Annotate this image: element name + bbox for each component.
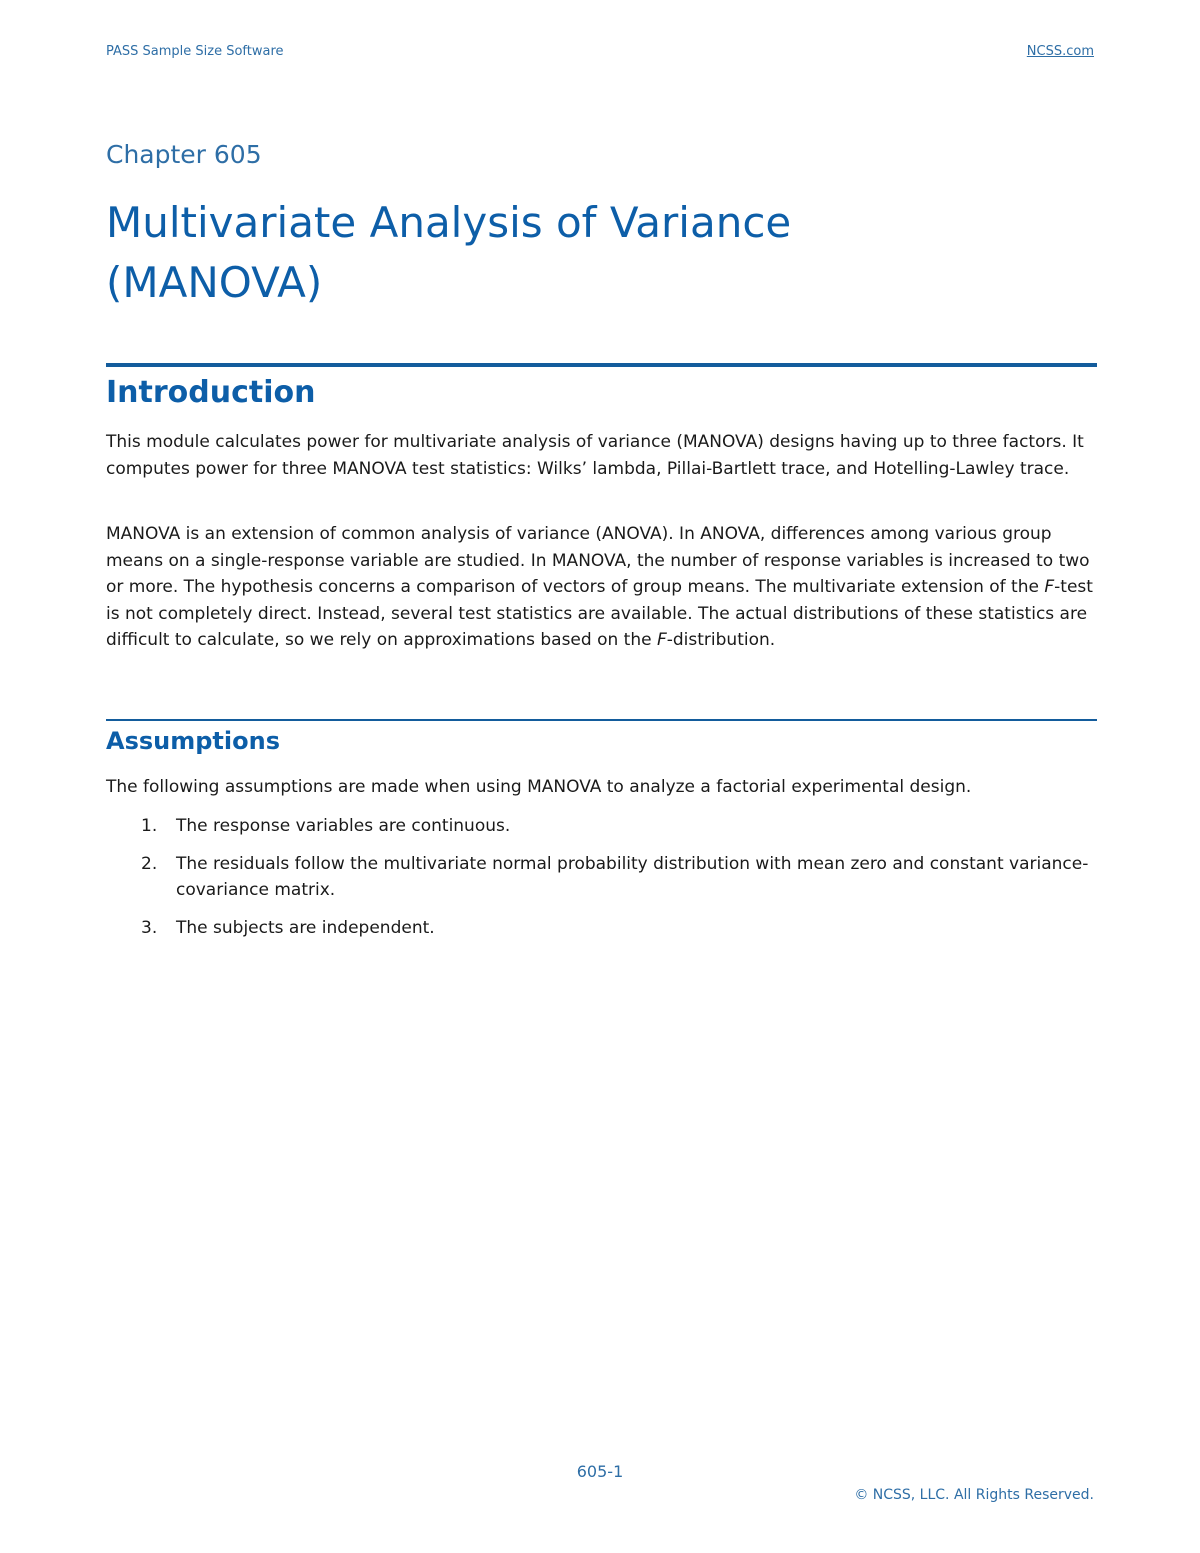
title-line-2: (MANOVA) (106, 258, 323, 307)
list-item-number: 3. (141, 917, 158, 938)
paragraph-2-text-b: -test is not completely direct. Instead, several test statistics are available. The actual distributions of these statistics are difficult to calculate, so we rely on approximations based on the (106, 577, 1093, 650)
assumptions-list (106, 813, 1098, 952)
paragraph-2-text-c: -distribution. (666, 630, 776, 650)
chapter-label: Chapter 605 (106, 140, 262, 169)
page-header (106, 44, 1094, 64)
list-item-number: 2. (141, 853, 158, 874)
page-number: 605-1 (576, 1462, 624, 1481)
document-title (106, 193, 1096, 313)
list-item-text: The residuals follow the multivariate normal probability distribution with mean zero and constant variance-covariance matrix. (176, 853, 1089, 900)
f-symbol: F (656, 630, 667, 650)
title-line-1: Multivariate Analysis of Variance (106, 198, 792, 247)
introduction-paragraph-2 (106, 521, 1098, 654)
paragraph-2-text-a: MANOVA is an extension of common analysis of variance (ANOVA). In ANOVA, differences among various group means on a single-response variable are studied. In MANOVA, the number of response variables is increased to two or more. The hypothesis concerns a comparison of vectors of group means. The multivariate extension of the (106, 524, 1090, 597)
list-item (106, 813, 1098, 840)
assumptions-heading: Assumptions (106, 727, 280, 755)
software-name: PASS Sample Size Software (106, 44, 284, 59)
assumptions-intro: The following assumptions are made when using MANOVA to analyze a factorial experimental design. (106, 777, 972, 797)
list-item (106, 851, 1098, 904)
section-divider-assumptions (106, 719, 1097, 721)
introduction-paragraph-1: This module calculates power for multivariate analysis of variance (MANOVA) designs having up to three factors. It computes power for three MANOVA test statistics: Wilks’ lambda, Pillai-Bartlett trace, and Hotelling-Lawley trace. (106, 432, 1084, 479)
f-symbol: F (1044, 577, 1055, 597)
list-item-number: 1. (141, 816, 158, 836)
section-divider-introduction (106, 363, 1097, 367)
site-link[interactable]: NCSS.com (1026, 44, 1094, 59)
list-item-text: The response variables are continuous. (176, 816, 511, 836)
introduction-heading: Introduction (106, 375, 316, 410)
list-item (106, 915, 1098, 942)
copyright-notice: © NCSS, LLC. All Rights Reserved. (854, 1487, 1094, 1503)
list-item-text: The subjects are independent. (176, 917, 435, 938)
